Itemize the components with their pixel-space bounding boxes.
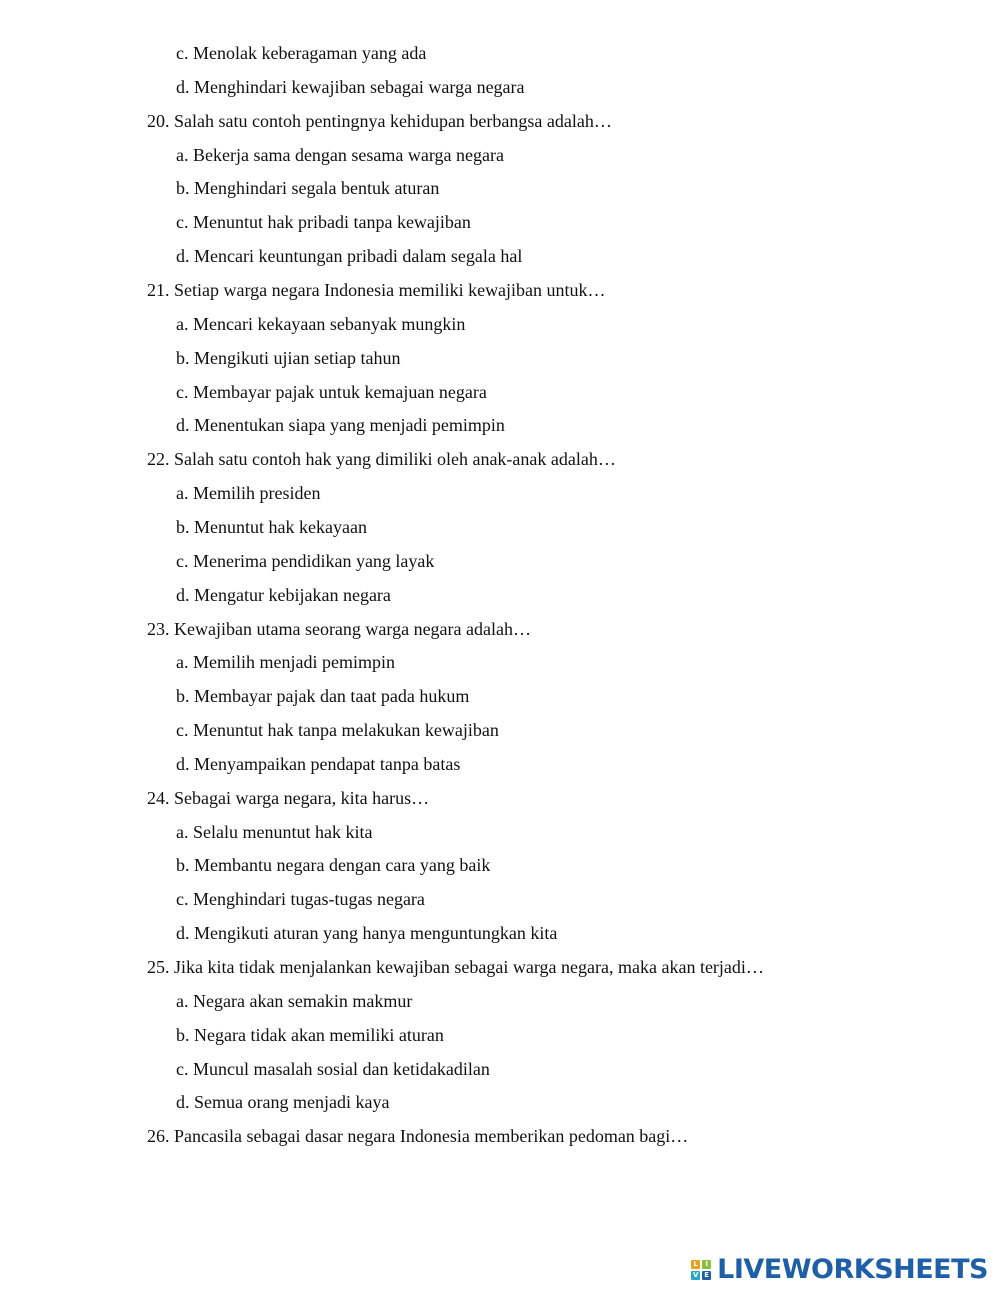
answer-option: a. Negara akan semakin makmur xyxy=(176,990,413,1011)
question-text: 24. Sebagai warga negara, kita harus… xyxy=(147,787,430,808)
answer-option: a. Bekerja sama dengan sesama warga negara xyxy=(176,144,505,165)
answer-option: a. Memilih menjadi pemimpin xyxy=(176,652,395,673)
answer-option: b. Menghindari segala bentuk aturan xyxy=(176,178,440,199)
answer-option: d. Menentukan siapa yang menjadi pemimpin xyxy=(176,415,505,436)
answer-option: d. Mengikuti aturan yang hanya menguntungkan kita xyxy=(176,923,558,944)
logo-tile: E xyxy=(702,1271,711,1280)
answer-option: c. Menuntut hak pribadi tanpa kewajiban xyxy=(176,212,471,233)
liveworksheets-logo-text: LIVEWORKSHEETS xyxy=(717,1254,988,1285)
liveworksheets-logo-icon xyxy=(691,1260,711,1280)
answer-option: a. Selalu menuntut hak kita xyxy=(176,821,373,842)
answer-option: b. Menuntut hak kekayaan xyxy=(176,516,367,537)
question-text: 26. Pancasila sebagai dasar negara Indonesia memberikan pedoman bagi… xyxy=(147,1126,689,1147)
answer-option: a. Memilih presiden xyxy=(176,483,321,504)
answer-option: d. Menghindari kewajiban sebagai warga negara xyxy=(176,76,525,97)
answer-option: c. Membayar pajak untuk kemajuan negara xyxy=(176,381,487,402)
answer-option: d. Menyampaikan pendapat tanpa batas xyxy=(176,753,461,774)
answer-option: b. Negara tidak akan memiliki aturan xyxy=(176,1024,444,1045)
liveworksheets-logo xyxy=(691,1255,988,1285)
answer-option: c. Menghindari tugas-tugas negara xyxy=(176,889,425,910)
answer-option: d. Semua orang menjadi kaya xyxy=(176,1092,390,1113)
question-text: 23. Kewajiban utama seorang warga negara adalah… xyxy=(147,618,532,639)
logo-tile: I xyxy=(702,1260,711,1269)
answer-option: b. Membayar pajak dan taat pada hukum xyxy=(176,686,470,707)
question-text: 22. Salah satu contoh hak yang dimiliki oleh anak-anak adalah… xyxy=(147,449,616,470)
question-text: 21. Setiap warga negara Indonesia memiliki kewajiban untuk… xyxy=(147,280,606,300)
answer-option: c. Menuntut hak tanpa melakukan kewajiban xyxy=(176,720,499,740)
logo-tile: L xyxy=(691,1260,700,1269)
answer-option: b. Membantu negara dengan cara yang baik xyxy=(176,855,491,876)
answer-option: c. Muncul masalah sosial dan ketidakadilan xyxy=(176,1058,490,1079)
answer-option: d. Mencari keuntungan pribadi dalam segala hal xyxy=(176,246,523,267)
question-text: 25. Jika kita tidak menjalankan kewajiban sebagai warga negara, maka akan terjadi… xyxy=(147,957,764,977)
answer-option: c. Menolak keberagaman yang ada xyxy=(176,43,427,63)
answer-option: a. Mencari kekayaan sebanyak mungkin xyxy=(176,313,466,334)
answer-option: b. Mengikuti ujian setiap tahun xyxy=(176,347,401,368)
answer-option: d. Mengatur kebijakan negara xyxy=(176,584,391,605)
logo-tile: V xyxy=(692,1271,699,1279)
answer-option: c. Menerima pendidikan yang layak xyxy=(176,550,435,571)
question-text: 20. Salah satu contoh pentingnya kehidupan berbangsa adalah… xyxy=(147,110,612,131)
